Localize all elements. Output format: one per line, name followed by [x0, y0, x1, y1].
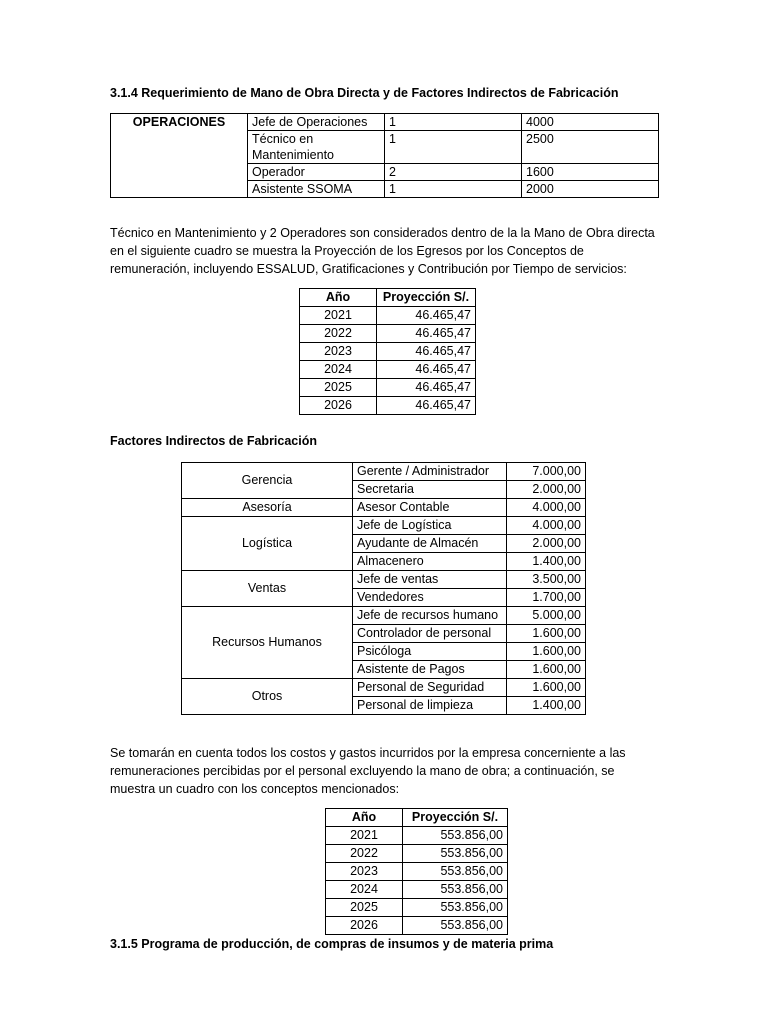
table-header-row — [326, 809, 508, 827]
table-row — [326, 917, 508, 935]
valor-cell: 553.856,00 — [403, 899, 508, 917]
anio-cell: 2026 — [300, 397, 377, 415]
monto-cell: 1.600,00 — [507, 661, 586, 679]
cargo-cell: Operador — [248, 164, 385, 181]
table-row — [300, 397, 476, 415]
cargo-cell: Jefe de ventas — [353, 571, 507, 589]
table-row — [326, 845, 508, 863]
table-row — [326, 827, 508, 845]
cargo-cell: Psicóloga — [353, 643, 507, 661]
anio-cell: 2021 — [326, 827, 403, 845]
cantidad-cell: 1 — [385, 181, 522, 198]
cargo-cell: Almacenero — [353, 553, 507, 571]
table-row — [182, 463, 586, 481]
table-row — [300, 343, 476, 361]
cargo-cell: Asistente de Pagos — [353, 661, 507, 679]
group-otros: Otros — [182, 679, 353, 715]
valor-cell: 46.465,47 — [377, 397, 476, 415]
monto-cell: 4.000,00 — [507, 499, 586, 517]
group-logistica: Logística — [182, 517, 353, 571]
section-heading-3-1-4: 3.1.4 Requerimiento de Mano de Obra Directa y de Factores Indirectos de Fabricación — [110, 86, 619, 100]
monto-cell: 2000 — [522, 181, 659, 198]
table-row — [300, 325, 476, 343]
valor-cell: 46.465,47 — [377, 325, 476, 343]
operaciones-table — [110, 113, 659, 198]
valor-cell: 46.465,47 — [377, 379, 476, 397]
table-row — [182, 517, 586, 535]
monto-cell: 1.600,00 — [507, 643, 586, 661]
anio-cell: 2026 — [326, 917, 403, 935]
monto-cell: 1.600,00 — [507, 625, 586, 643]
table-row — [182, 571, 586, 589]
table-row — [182, 607, 586, 625]
cargo-cell: Asistente SSOMA — [248, 181, 385, 198]
table-row — [326, 899, 508, 917]
monto-cell: 1.600,00 — [507, 679, 586, 697]
valor-cell: 46.465,47 — [377, 307, 476, 325]
fif-heading: Factores Indirectos de Fabricación — [110, 434, 318, 448]
monto-cell: 1.400,00 — [507, 553, 586, 571]
monto-cell: 2.000,00 — [507, 481, 586, 499]
cargo-cell: Gerente / Administrador — [353, 463, 507, 481]
anio-cell: 2024 — [300, 361, 377, 379]
monto-cell: 5.000,00 — [507, 607, 586, 625]
factores-indirectos-table — [181, 462, 586, 715]
table-row — [326, 863, 508, 881]
proyeccion-mod-table — [299, 288, 476, 415]
anio-cell: 2025 — [326, 899, 403, 917]
anio-cell: 2024 — [326, 881, 403, 899]
table-row — [300, 379, 476, 397]
group-asesoria: Asesoría — [182, 499, 353, 517]
valor-cell: 553.856,00 — [403, 845, 508, 863]
table-row — [182, 499, 586, 517]
cargo-cell: Personal de limpieza — [353, 697, 507, 715]
valor-cell: 553.856,00 — [403, 863, 508, 881]
header-anio: Año — [300, 289, 377, 307]
cargo-cell: Secretaria — [353, 481, 507, 499]
table-row — [326, 881, 508, 899]
anio-cell: 2021 — [300, 307, 377, 325]
cargo-cell: Jefe de Logística — [353, 517, 507, 535]
cargo-cell: Vendedores — [353, 589, 507, 607]
paragraph-remuneraciones: Se tomarán en cuenta todos los costos y gastos incurridos por la empresa concerniente a las remuneraciones percibidas por el personal excluyendo la mano de obra; a continuación, se muestra un cuadro con los conceptos mencionados: — [110, 746, 626, 796]
cantidad-cell: 2 — [385, 164, 522, 181]
cargo-cell: Jefe de Operaciones — [248, 114, 385, 131]
anio-cell: 2022 — [300, 325, 377, 343]
group-ventas: Ventas — [182, 571, 353, 607]
anio-cell: 2023 — [300, 343, 377, 361]
monto-cell: 2.000,00 — [507, 535, 586, 553]
operaciones-group-label: OPERACIONES — [111, 114, 248, 198]
cargo-cell: Jefe de recursos humano — [353, 607, 507, 625]
table-header-row — [300, 289, 476, 307]
monto-cell: 1.400,00 — [507, 697, 586, 715]
valor-cell: 46.465,47 — [377, 361, 476, 379]
cargo-cell: Personal de Seguridad — [353, 679, 507, 697]
monto-cell: 1600 — [522, 164, 659, 181]
table-row — [111, 114, 659, 131]
anio-cell: 2023 — [326, 863, 403, 881]
table-row — [300, 361, 476, 379]
valor-cell: 553.856,00 — [403, 881, 508, 899]
monto-cell: 4000 — [522, 114, 659, 131]
group-recursos-humanos: Recursos Humanos — [182, 607, 353, 679]
monto-cell: 7.000,00 — [507, 463, 586, 481]
anio-cell: 2025 — [300, 379, 377, 397]
monto-cell: 2500 — [522, 131, 659, 164]
cargo-cell: Técnico en Mantenimiento — [248, 131, 385, 164]
monto-cell: 4.000,00 — [507, 517, 586, 535]
cargo-cell: Ayudante de Almacén — [353, 535, 507, 553]
table-row — [182, 679, 586, 697]
anio-cell: 2022 — [326, 845, 403, 863]
header-anio: Año — [326, 809, 403, 827]
valor-cell: 46.465,47 — [377, 343, 476, 361]
header-proyeccion: Proyección S/. — [403, 809, 508, 827]
cargo-cell: Controlador de personal — [353, 625, 507, 643]
valor-cell: 553.856,00 — [403, 917, 508, 935]
monto-cell: 1.700,00 — [507, 589, 586, 607]
cantidad-cell: 1 — [385, 114, 522, 131]
header-proyeccion: Proyección S/. — [377, 289, 476, 307]
monto-cell: 3.500,00 — [507, 571, 586, 589]
valor-cell: 553.856,00 — [403, 827, 508, 845]
group-gerencia: Gerencia — [182, 463, 353, 499]
paragraph-mano-obra: Técnico en Mantenimiento y 2 Operadores son considerados dentro de la la Mano de Obra directa en el siguiente cuadro se muestra la Proyección de los Egresos por los Conceptos de remuneración, incluyendo ESSALUD, Gratificaciones y Contribución por Tiempo de servicios: — [110, 226, 655, 276]
proyeccion-fif-table — [325, 808, 508, 935]
table-row — [300, 307, 476, 325]
cantidad-cell: 1 — [385, 131, 522, 164]
section-heading-3-1-5: 3.1.5 Programa de producción, de compras de insumos y de materia prima — [110, 937, 554, 951]
cargo-cell: Asesor Contable — [353, 499, 507, 517]
